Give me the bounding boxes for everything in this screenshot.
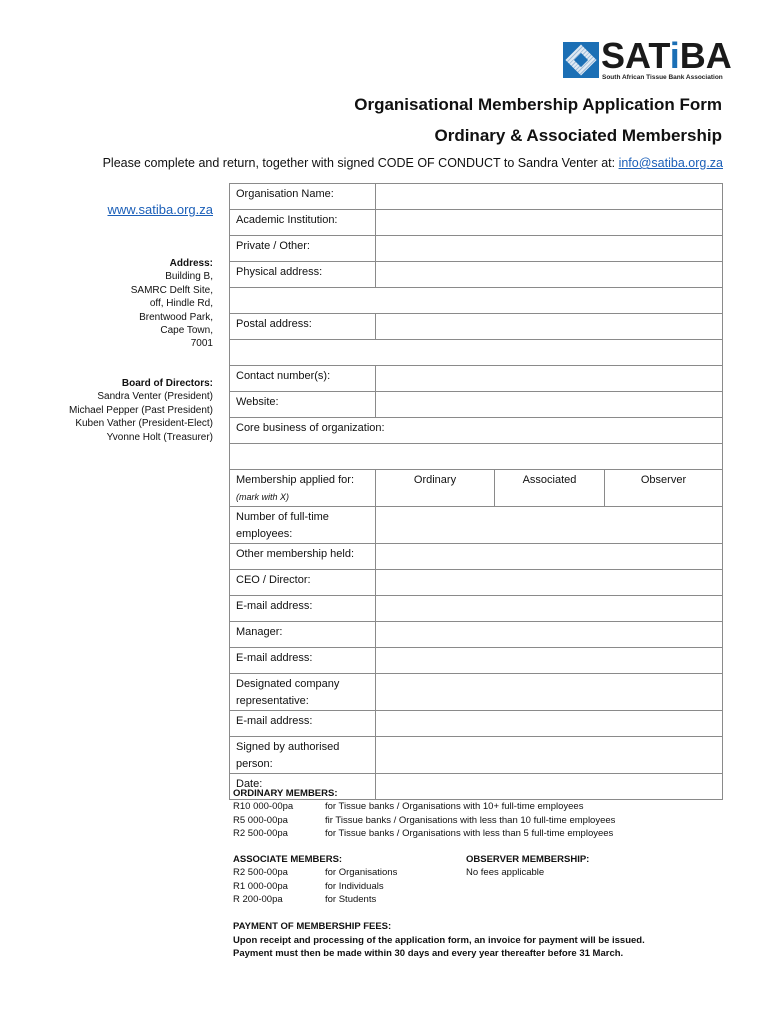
observer-fees-text: No fees applicable: [466, 867, 545, 879]
address-line: off, Hindle Rd,: [149, 298, 213, 310]
contact-numbers-field[interactable]: [376, 366, 723, 392]
private-other-field[interactable]: [376, 236, 723, 262]
fee-description: for Individuals: [325, 880, 384, 892]
core-business-field[interactable]: [230, 444, 723, 470]
manager-email-label: E-mail address:: [230, 648, 376, 674]
address-line: Building B,: [165, 271, 213, 283]
ceo-email-label: E-mail address:: [230, 596, 376, 622]
address-line: Brentwood Park,: [139, 311, 213, 323]
logo-tagline: South African Tissue Bank Association: [602, 74, 723, 81]
ordinary-fees-heading: ORDINARY MEMBERS:: [233, 788, 338, 799]
fee-description: for Organisations: [325, 867, 398, 879]
logo-wordmark: SATiBA: [601, 35, 732, 76]
address-block: [131, 257, 213, 351]
board-member: Yvonne Holt (Treasurer): [106, 431, 213, 443]
payment-block: [233, 920, 645, 961]
associate-fees-heading: ASSOCIATE MEMBERS:: [233, 854, 343, 865]
fee-row: [233, 866, 397, 879]
physical-address-label: Physical address:: [230, 262, 376, 288]
designated-rep-field[interactable]: [376, 674, 723, 711]
rep-email-field[interactable]: [376, 711, 723, 737]
core-business-label[interactable]: Core business of organization:: [230, 418, 723, 444]
postal-address-field-line2[interactable]: [230, 340, 723, 366]
website-label: Website:: [230, 392, 376, 418]
fee-description: fir Tissue banks / Organisations with less than 10 full-time employees: [325, 814, 616, 826]
manager-label: Manager:: [230, 622, 376, 648]
fee-description: for Tissue banks / Organisations with less than 5 full-time employees: [325, 827, 614, 839]
designated-rep-label: Designated company representative:: [230, 674, 376, 711]
membership-applied-label: [230, 470, 376, 507]
fee-row: [233, 827, 615, 840]
board-member: Kuben Vather (President-Elect): [75, 418, 213, 430]
satiba-diamond-logo-icon: [563, 42, 599, 78]
organisation-name-label: Organisation Name:: [230, 184, 376, 210]
signed-by-label: Signed by authorised person:: [230, 737, 376, 774]
fee-row: [233, 800, 615, 813]
fee-amount: R1 000-00pa: [233, 880, 288, 892]
other-membership-label: Other membership held:: [230, 544, 376, 570]
ordinary-fees-block: [233, 787, 615, 840]
contact-numbers-label: Contact number(s):: [230, 366, 376, 392]
contact-email-link[interactable]: info@satiba.org.za: [618, 156, 723, 170]
membership-applied-text: Membership applied for:: [236, 474, 355, 486]
other-membership-field[interactable]: [376, 544, 723, 570]
board-member: Sandra Venter (President): [97, 391, 213, 403]
fee-row: [233, 814, 615, 827]
fee-row: [233, 880, 397, 893]
fee-description: for Students: [325, 893, 377, 905]
ceo-director-label: CEO / Director:: [230, 570, 376, 596]
signed-by-field[interactable]: [376, 737, 723, 774]
postal-address-label: Postal address:: [230, 314, 376, 340]
academic-institution-field[interactable]: [376, 210, 723, 236]
address-heading: Address:: [169, 258, 213, 269]
address-line: Cape Town,: [160, 325, 213, 337]
payment-line: Payment must then be made within 30 days and every year thereafter before 31 March.: [233, 948, 624, 959]
date-label: Date:: [230, 774, 376, 800]
academic-institution-label: Academic Institution:: [230, 210, 376, 236]
option-ordinary-cell[interactable]: Ordinary: [376, 470, 495, 507]
ceo-email-field[interactable]: [376, 596, 723, 622]
website-link[interactable]: www.satiba.org.za: [107, 202, 213, 217]
page-subtitle: Ordinary & Associated Membership: [434, 126, 722, 145]
board-heading: Board of Directors:: [121, 378, 213, 389]
option-associated-cell[interactable]: Associated: [495, 470, 605, 507]
num-employees-field[interactable]: [376, 507, 723, 544]
fee-amount: R2 500-00pa: [233, 827, 288, 839]
intro-text: Please complete and return, together with signed CODE OF CONDUCT to Sandra Venter at: info@satiba.org.za: [102, 156, 723, 170]
payment-heading: PAYMENT OF MEMBERSHIP FEES:: [233, 921, 392, 932]
num-employees-label: Number of full-time employees:: [230, 507, 376, 544]
mark-with-x-hint: (mark with X): [236, 492, 290, 502]
fee-amount: R2 500-00pa: [233, 867, 288, 879]
address-line: 7001: [190, 338, 213, 350]
physical-address-field[interactable]: [376, 262, 723, 288]
fee-amount: R5 000-00pa: [233, 814, 288, 826]
fee-amount: R 200-00pa: [233, 893, 283, 905]
fee-amount: R10 000-00pa: [233, 801, 294, 813]
application-form-table: [229, 183, 723, 800]
rep-email-label: E-mail address:: [230, 711, 376, 737]
observer-fees-block: [466, 853, 589, 880]
address-line: SAMRC Delft Site,: [130, 284, 213, 296]
payment-line: Upon receipt and processing of the application form, an invoice for payment will be issued.: [233, 934, 645, 946]
physical-address-field-line2[interactable]: [230, 288, 723, 314]
board-member: Michael Pepper (Past President): [69, 404, 213, 416]
website-field[interactable]: [376, 392, 723, 418]
page-title: Organisational Membership Application Form: [354, 95, 722, 114]
ceo-director-field[interactable]: [376, 570, 723, 596]
manager-email-field[interactable]: [376, 648, 723, 674]
board-block: [69, 377, 213, 444]
fee-row: [233, 893, 397, 906]
postal-address-field[interactable]: [376, 314, 723, 340]
observer-fees-heading: OBSERVER MEMBERSHIP:: [466, 854, 590, 865]
satiba-logo: [563, 35, 732, 82]
manager-field[interactable]: [376, 622, 723, 648]
private-other-label: Private / Other:: [230, 236, 376, 262]
fee-description: for Tissue banks / Organisations with 10+ full-time employees: [325, 801, 584, 813]
option-observer-cell[interactable]: Observer: [605, 470, 723, 507]
associate-fees-block: [233, 853, 397, 906]
organisation-name-field[interactable]: [376, 184, 723, 210]
